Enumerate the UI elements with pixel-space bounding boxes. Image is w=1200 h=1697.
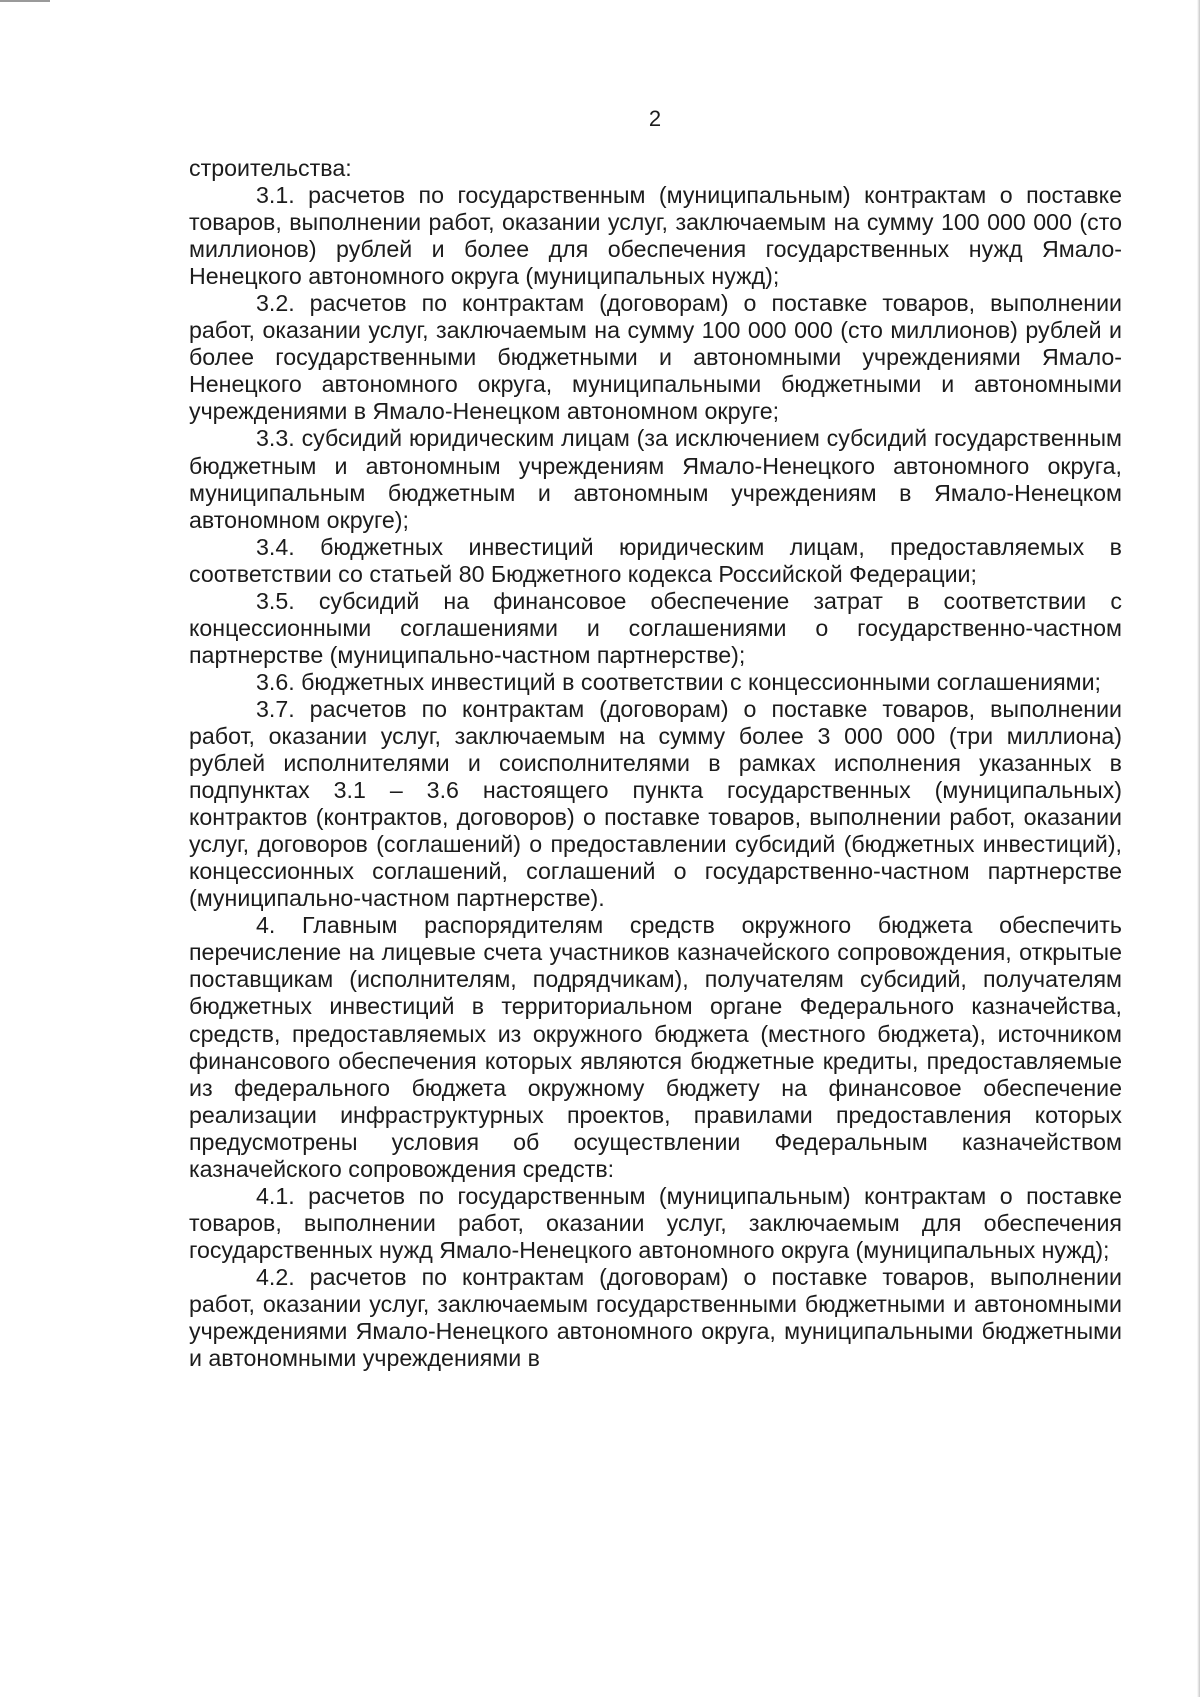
paragraph-3-1: 3.1. расчетов по государственным (муниципальным) контрактам о поставке товаров, выполнении работ, оказании услуг, заключаемым на сумму 100 000 000 (сто миллионов) рублей и более для обеспечения государственных нужд Ямало-Ненецкого автономного округа (муниципальных нужд); [189,182,1122,290]
paragraph-3-6: 3.6. бюджетных инвестиций в соответствии с концессионными соглашениями; [256,668,1101,695]
paragraph-3-2: 3.2. расчетов по контрактам (договорам) о поставке товаров, выполнении работ, оказании услуг, заключаемым на сумму 100 000 000 (сто миллионов) рублей и более государственными бюджетными и автономными учреждениями Ямало-Ненецкого автономного округа, муниципальными бюджетными и автономными учреждениями в Ямало-Ненецком автономном округе; [189,290,1122,425]
paragraph-4: 4. Главным распорядителям средств окружного бюджета обеспечить перечисление на лицевые счета участников казначейского сопровождения, открытые поставщикам (исполнителям, подрядчикам), получателям субсидий, получателям бюджетных инвестиций в территориальном органе Федерального казначейства, средств, предоставляемых из окружного бюджета (местного бюджета), источником финансового обеспечения которых являются бюджетные кредиты, предоставляемые из федерального бюджета окружному бюджету на финансовое обеспечение реализации инфраструктурных проектов, правилами предоставления которых предусмотрены условия об осуществлении Федеральным казначейством казначейского сопровождения средств: [189,912,1122,1182]
paragraph-3-3: 3.3. субсидий юридическим лицам (за исключением субсидий государственным бюджетным и автономным учреждениям Ямало-Ненецкого автономного округа, муниципальным бюджетным и автономным учреждениям в Ямало-Ненецком автономном округе); [189,425,1122,533]
paragraph-4-1: 4.1. расчетов по государственным (муниципальным) контрактам о поставке товаров, выполнении работ, оказании услуг, заключаемым для обеспечения государственных нужд Ямало-Ненецкого автономного округа (муниципальных нужд); [189,1182,1122,1263]
paragraph-4-2: 4.2. расчетов по контрактам (договорам) о поставке товаров, выполнении работ, оказании услуг, заключаемым государственными бюджетными и автономными учреждениями Ямало-Ненецкого автономного округа, муниципальными бюджетными и автономными учреждениями в [189,1263,1122,1372]
scan-artifact-line [0,0,50,2]
paragraph-3-4: 3.4. бюджетных инвестиций юридическим лицам, предоставляемых в соответствии со статьей 80 Бюджетного кодекса Российской Федерации; [189,533,1122,587]
paragraph-continuation: строительства: [189,155,352,181]
document-body [189,155,1122,1372]
paragraph-3-7: 3.7. расчетов по контрактам (договорам) о поставке товаров, выполнении работ, оказании услуг, заключаемым на сумму более 3 000 000 (три миллиона) рублей исполнителями и соисполнителями в рамках исполнения указанных в подпунктах 3.1 – 3.6 настоящего пункта государственных (муниципальных) контрактов (контрактов, договоров) о поставке товаров, выполнении работ, оказании услуг, договоров (соглашений) о предоставлении субсидий (бюджетных инвестиций), концессионных соглашений, соглашений о государственно-частном партнерстве (муниципально-частном партнерстве). [189,695,1122,912]
page-number: 2 [648,106,662,131]
paragraph-3-5: 3.5. субсидий на финансовое обеспечение затрат в соответствии с концессионными соглашениями и соглашениями о государственно-частном партнерстве (муниципально-частном партнерстве); [189,587,1122,668]
